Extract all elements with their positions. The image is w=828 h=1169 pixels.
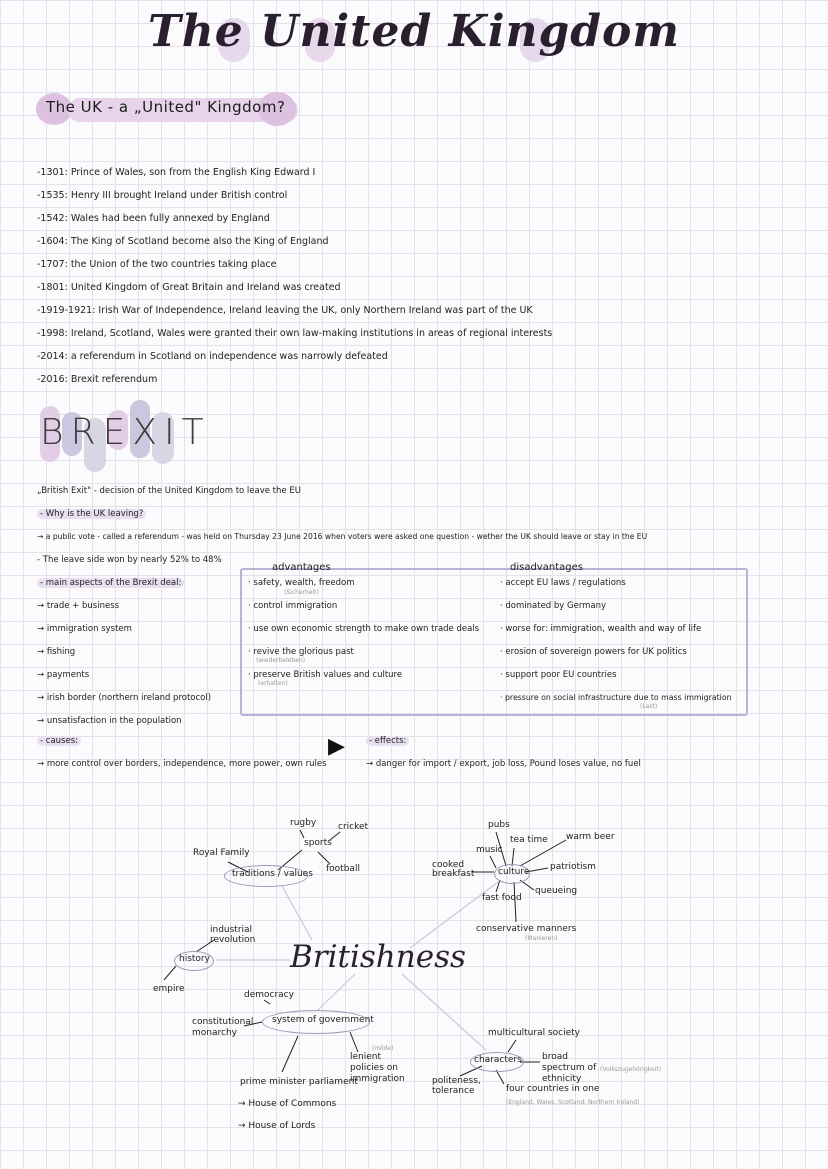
mindmap-leaf: pubs	[488, 820, 510, 830]
mindmap-leaf: sports	[304, 838, 332, 848]
timeline-item: -1542: Wales had been fully annexed by England	[37, 213, 270, 224]
branch-line	[282, 1036, 298, 1072]
aspect-item: → immigration system	[37, 624, 132, 634]
section-heading-uk: The UK - a „United" Kingdom?	[46, 98, 286, 116]
disadvantage-item: · dominated by Germany	[500, 601, 607, 611]
advantages-label: advantages	[272, 562, 331, 573]
why-text: → a public vote - called a referendum - was held on Thursday 23 June 2016 when voters were asked one question - wether the UK should leave or stay in the EU	[37, 532, 648, 541]
disadvantages-label: disadvantages	[510, 562, 583, 573]
main-aspects-label-text: - main aspects of the Brexit deal:	[37, 578, 184, 588]
mindmap-note: (milde)	[372, 1045, 394, 1052]
advantage-note: (wiederbeleben)	[256, 657, 306, 664]
disadvantage-item: · erosion of sovereign powers for UK politics	[500, 647, 687, 657]
mindmap-leaf: constitutional monarchy	[192, 1017, 254, 1038]
mindmap-leaf: football	[326, 864, 360, 874]
character-label: characters	[474, 1055, 522, 1065]
causes-text: → more control over borders, independence, more power, own rules	[37, 759, 327, 769]
brexit-letter: I	[164, 412, 182, 453]
aspect-item: → payments	[37, 670, 90, 680]
mindmap-leaf: warm beer	[566, 832, 615, 842]
mindmap-leaf: politeness, tolerance	[432, 1076, 481, 1096]
branch-line	[300, 830, 304, 838]
traditions-label: traditions / values	[232, 869, 313, 879]
mindmap-leaf: four countries in one	[506, 1084, 600, 1094]
mindmap-leaf: empire	[153, 984, 185, 994]
aspect-item: → unsatisfaction in the population	[37, 716, 182, 726]
disadvantage-item: · accept EU laws / regulations	[500, 578, 626, 588]
government-label: system of government	[272, 1015, 374, 1025]
aspect-item: → fishing	[37, 647, 76, 657]
branch-line	[496, 880, 500, 892]
timeline-item: -1919-1921: Irish War of Independence, Ireland leaving the UK, only Northern Ireland was part of the UK	[37, 305, 533, 316]
cause-effect-arrow-icon: ▶	[328, 734, 345, 759]
mindmap-leaf: patriotism	[550, 862, 596, 872]
branch-line	[264, 1000, 270, 1004]
mindmap-leaf: broad spectrum of ethnicity	[542, 1052, 597, 1084]
brexit-letter: B	[40, 412, 71, 453]
mindmap-leaf: → House of Commons	[238, 1099, 337, 1109]
mindmap-leaf: cricket	[338, 822, 369, 832]
aspect-item: → irish border (northern ireland protocol)	[37, 693, 212, 703]
mindmap-leaf: prime minister parliament	[240, 1077, 358, 1087]
mindmap-leaf: cooked breakfast	[432, 860, 475, 879]
mindmap-note: (England, Wales, Scotland, Northern Ireland)	[506, 1099, 640, 1106]
timeline-item: -1604: The King of Scotland become also the King of England	[37, 236, 329, 247]
advantage-item: · safety, wealth, freedom	[248, 578, 355, 588]
why-label-text: - Why is the UK leaving?	[37, 509, 146, 519]
branch-line	[508, 1040, 516, 1052]
disadvantage-item: · support poor EU countries	[500, 670, 617, 680]
mindmap-leaf: lenient policies on immigration	[350, 1052, 405, 1084]
advantage-item: · control immigration	[248, 601, 338, 611]
mindmap-center: Britishness	[290, 939, 466, 975]
mindmap-leaf: industrial revolution	[210, 925, 256, 945]
timeline-item: -1998: Ireland, Scotland, Wales were granted their own law-making institutions in areas of regional interests	[37, 328, 553, 339]
mindmap-leaf: queueing	[535, 886, 578, 896]
mindmap-note: (Volkszugehörigkeit)	[600, 1066, 662, 1073]
mindmap-leaf: Royal Family	[193, 848, 250, 858]
aspect-item: → trade + business	[37, 601, 120, 611]
history-label: history	[179, 954, 210, 964]
timeline-item: -2016: Brexit referendum	[37, 374, 158, 385]
brexit-letter: E	[102, 412, 133, 453]
brexit-letter: T	[181, 412, 211, 453]
timeline-item: -1535: Henry III brought Ireland under British control	[37, 190, 288, 201]
timeline-item: -2014: a referendum in Scotland on independence was narrowly defeated	[37, 351, 388, 362]
culture-label: culture	[498, 867, 530, 877]
advantage-item: · revive the glorious past	[248, 647, 354, 657]
timeline-item: -1707: the Union of the two countries taking place	[37, 259, 277, 270]
mindmap-leaf: → House of Lords	[238, 1121, 316, 1131]
branch-line	[490, 856, 496, 868]
branch-line	[350, 1032, 358, 1052]
mindmap-leaf: conservative manners	[476, 924, 577, 934]
advantage-item: · use own economic strength to make own trade deals	[248, 624, 480, 634]
disadvantage-item: · pressure on social infrastructure due to mass immigration	[500, 693, 732, 702]
advantage-note: (Sicherheit)	[284, 589, 319, 596]
connector-government	[318, 974, 355, 1010]
branch-line	[164, 966, 176, 980]
timeline-item: -1301: Prince of Wales, son from the English King Edward I	[37, 167, 316, 178]
mindmap-leaf: multicultural society	[488, 1028, 580, 1038]
brexit-letter: X	[132, 412, 165, 453]
effects-text: → danger for import / export, job loss, Pound loses value, no fuel	[366, 759, 641, 769]
advantage-note: (erhalten)	[258, 680, 288, 687]
connector-character	[402, 974, 486, 1050]
mindmap-leaf: tea time	[510, 835, 548, 845]
vote-result: - The leave side won by nearly 52% to 48%	[37, 555, 222, 565]
mindmap-note: (Manieren)	[525, 935, 558, 942]
effects-label-text: - effects:	[366, 736, 409, 746]
mindmap-leaf: music	[476, 845, 503, 855]
mindmap-leaf: rugby	[290, 818, 317, 828]
advantage-item: · preserve British values and culture	[248, 670, 403, 680]
branch-line	[318, 852, 330, 864]
mindmap-leaf: fast food	[482, 893, 522, 903]
brexit-letter: R	[70, 412, 103, 453]
timeline-item: -1801: United Kingdom of Great Britain and Ireland was created	[37, 282, 341, 293]
brexit-definition: „British Exit" - decision of the United Kingdom to leave the EU	[37, 486, 301, 496]
disadvantage-note: (Last)	[640, 703, 658, 710]
disadvantage-item: · worse for: immigration, wealth and way of life	[500, 624, 702, 634]
branch-line	[496, 1070, 504, 1084]
causes-label-text: - causes:	[37, 736, 81, 746]
mindmap-leaf: democracy	[244, 990, 294, 1000]
page-title: The United Kingdom	[148, 6, 680, 57]
connector-traditions	[282, 886, 312, 940]
